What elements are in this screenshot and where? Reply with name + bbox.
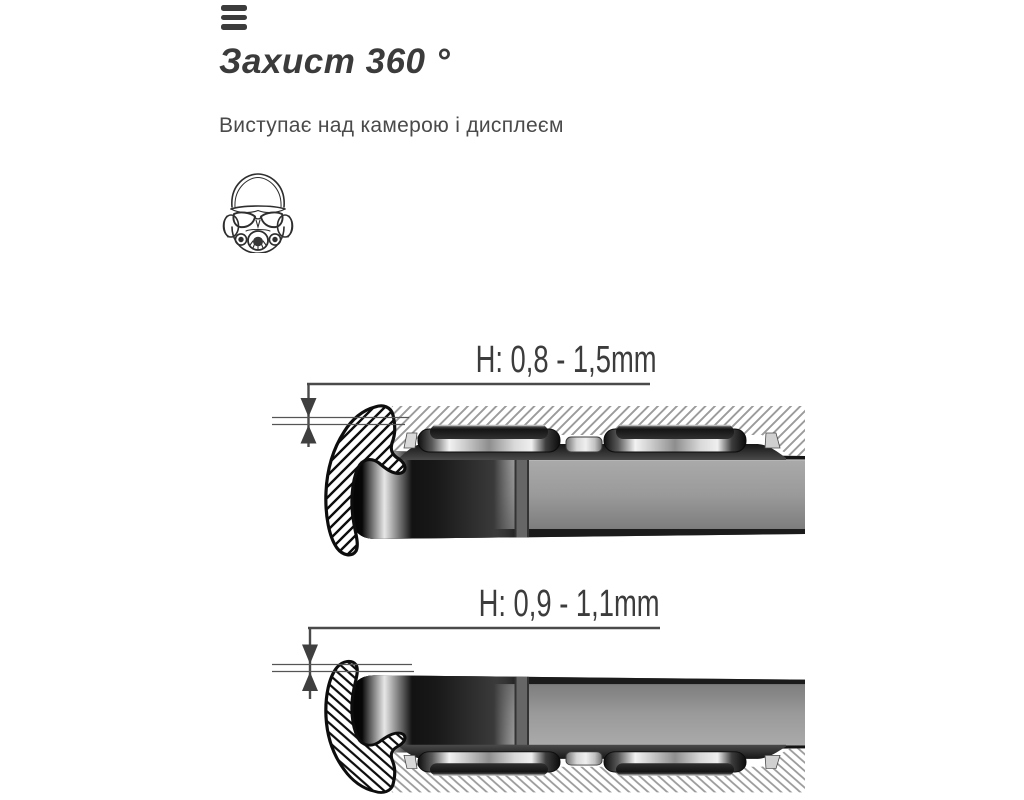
camera-flash-bump [566, 437, 602, 452]
page-title: Захист 360 ° [219, 42, 451, 81]
phone-cross-section-camera-side [326, 406, 805, 555]
dimension-label-camera-side: H: 0,8 - 1,5mm [475, 339, 657, 381]
camera-lens-left [418, 425, 560, 452]
phone-cross-section-display-side [326, 661, 805, 792]
camera-lens-right [604, 425, 746, 452]
page-subtitle: Виступає над камерою і дисплеєм [219, 114, 564, 137]
phone-body [352, 451, 805, 540]
dimension-label-display-side: H: 0,9 - 1,1mm [478, 583, 660, 625]
